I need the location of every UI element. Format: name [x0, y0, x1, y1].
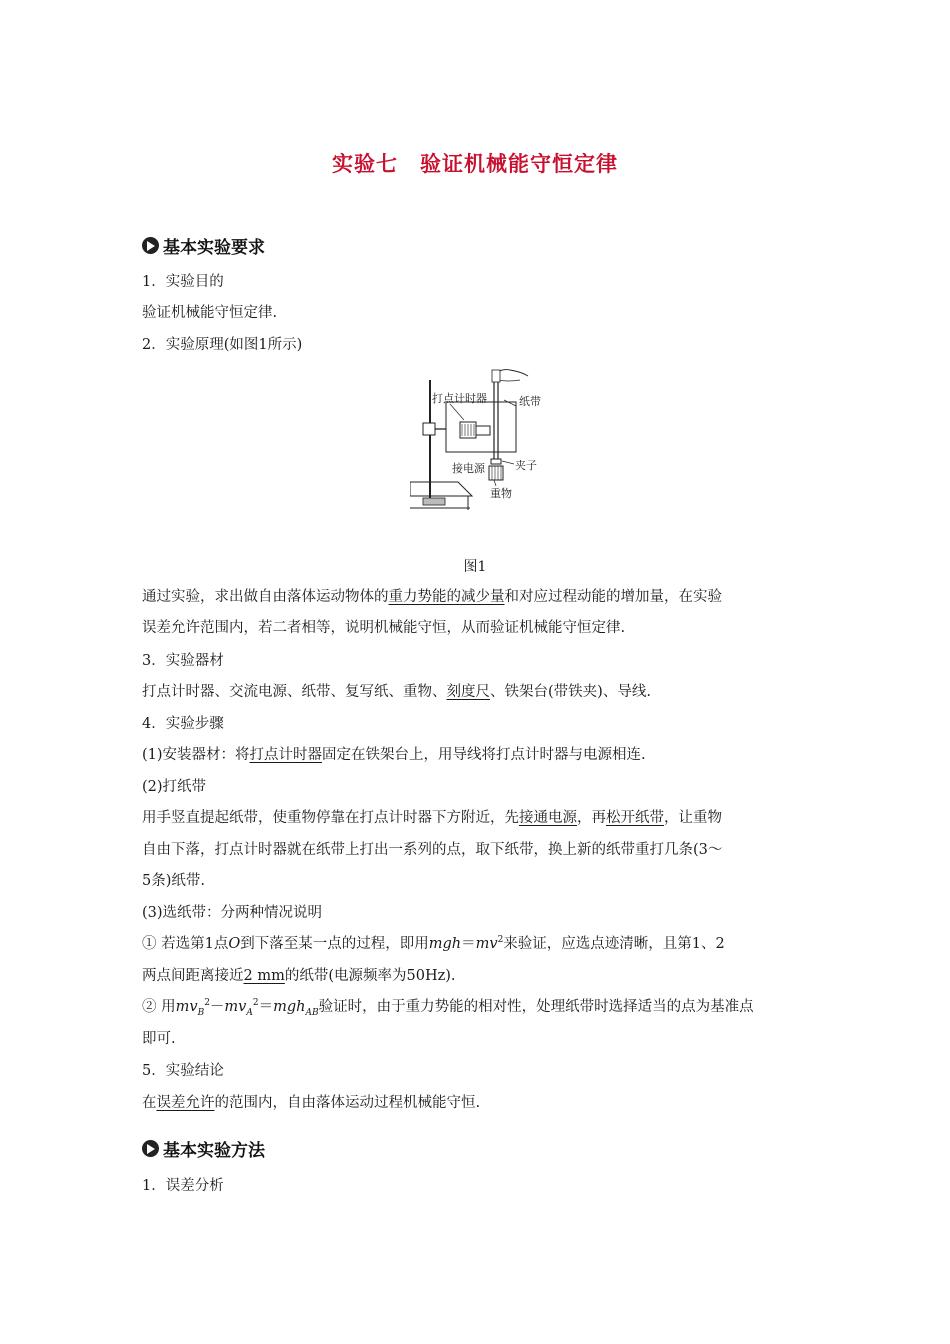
item-heading-purpose: 1．实验目的 [142, 274, 224, 290]
section-heading-basic-methods [142, 1136, 265, 1161]
text-line: 验证机械能守恒定律. [142, 305, 278, 321]
text-line: 两点间距离接近2 mm的纸带(电源频率为50Hz). [142, 968, 456, 984]
section-heading-text: 基本实验方法 [163, 1141, 265, 1161]
text-line: (3)选纸带：分两种情况说明 [142, 905, 323, 921]
text-line: 用手竖直提起纸带，使重物停靠在打点计时器下方附近，先接通电源，再松开纸带，让重物 [142, 810, 722, 826]
text-line: 即可. [142, 1031, 176, 1047]
section-heading-text: 基本实验要求 [163, 238, 265, 258]
text-line: 5条)纸带. [142, 873, 205, 889]
label-power: 接电源 [452, 462, 485, 475]
figure-caption: 图1 [463, 559, 487, 575]
text-line: (2)打纸带 [142, 779, 207, 795]
text-line: (1)安装器材：将打点计时器固定在铁架台上，用导线将打点计时器与电源相连. [142, 747, 646, 763]
item-heading-steps: 4．实验步骤 [142, 716, 224, 732]
label-clip: 夹子 [515, 459, 537, 472]
play-arrow-icon [142, 1140, 159, 1157]
text-line: 在误差允许的范围内，自由落体运动过程机械能守恒. [142, 1095, 481, 1111]
page-title: 实验七 验证机械能守恒定律 [332, 152, 618, 176]
text-line: 打点计时器、交流电源、纸带、复写纸、重物、刻度尺、铁架台(带铁夹)、导线. [142, 684, 651, 700]
text-line: ① 若选第1点O到下落至某一点的过程，即用$mgh=mv^2$来验证，应选点迹清晰，且第1、2 [142, 935, 725, 952]
section-heading-basic-requirements [142, 233, 265, 258]
label-timer: 打点计时器 [432, 392, 487, 405]
experiment-apparatus-figure [410, 368, 550, 543]
item-heading-error-analysis: 1．误差分析 [142, 1178, 224, 1194]
text-line: 自由下落，打点计时器就在纸带上打出一系列的点，取下纸带，换上新的纸带重打几条(3～ [142, 842, 723, 858]
text-line: 通过实验，求出做自由落体运动物体的重力势能的减少量和对应过程动能的增加量，在实验 [142, 589, 722, 605]
text-line: ② 用$mv_B^2-mv_A^2=mgh_{AB}$验证时，由于重力势能的相对性，处理纸带时选择适当的点为基准点 [142, 998, 754, 1018]
label-tape: 纸带 [519, 395, 541, 408]
play-arrow-icon [142, 237, 159, 254]
label-weight: 重物 [490, 487, 512, 500]
item-heading-principle: 2．实验原理(如图1所示) [142, 337, 303, 353]
item-heading-equipment: 3．实验器材 [142, 653, 224, 669]
item-heading-conclusion: 5．实验结论 [142, 1063, 224, 1079]
text-line: 误差允许范围内，若二者相等，说明机械能守恒，从而验证机械能守恒定律. [142, 620, 626, 636]
